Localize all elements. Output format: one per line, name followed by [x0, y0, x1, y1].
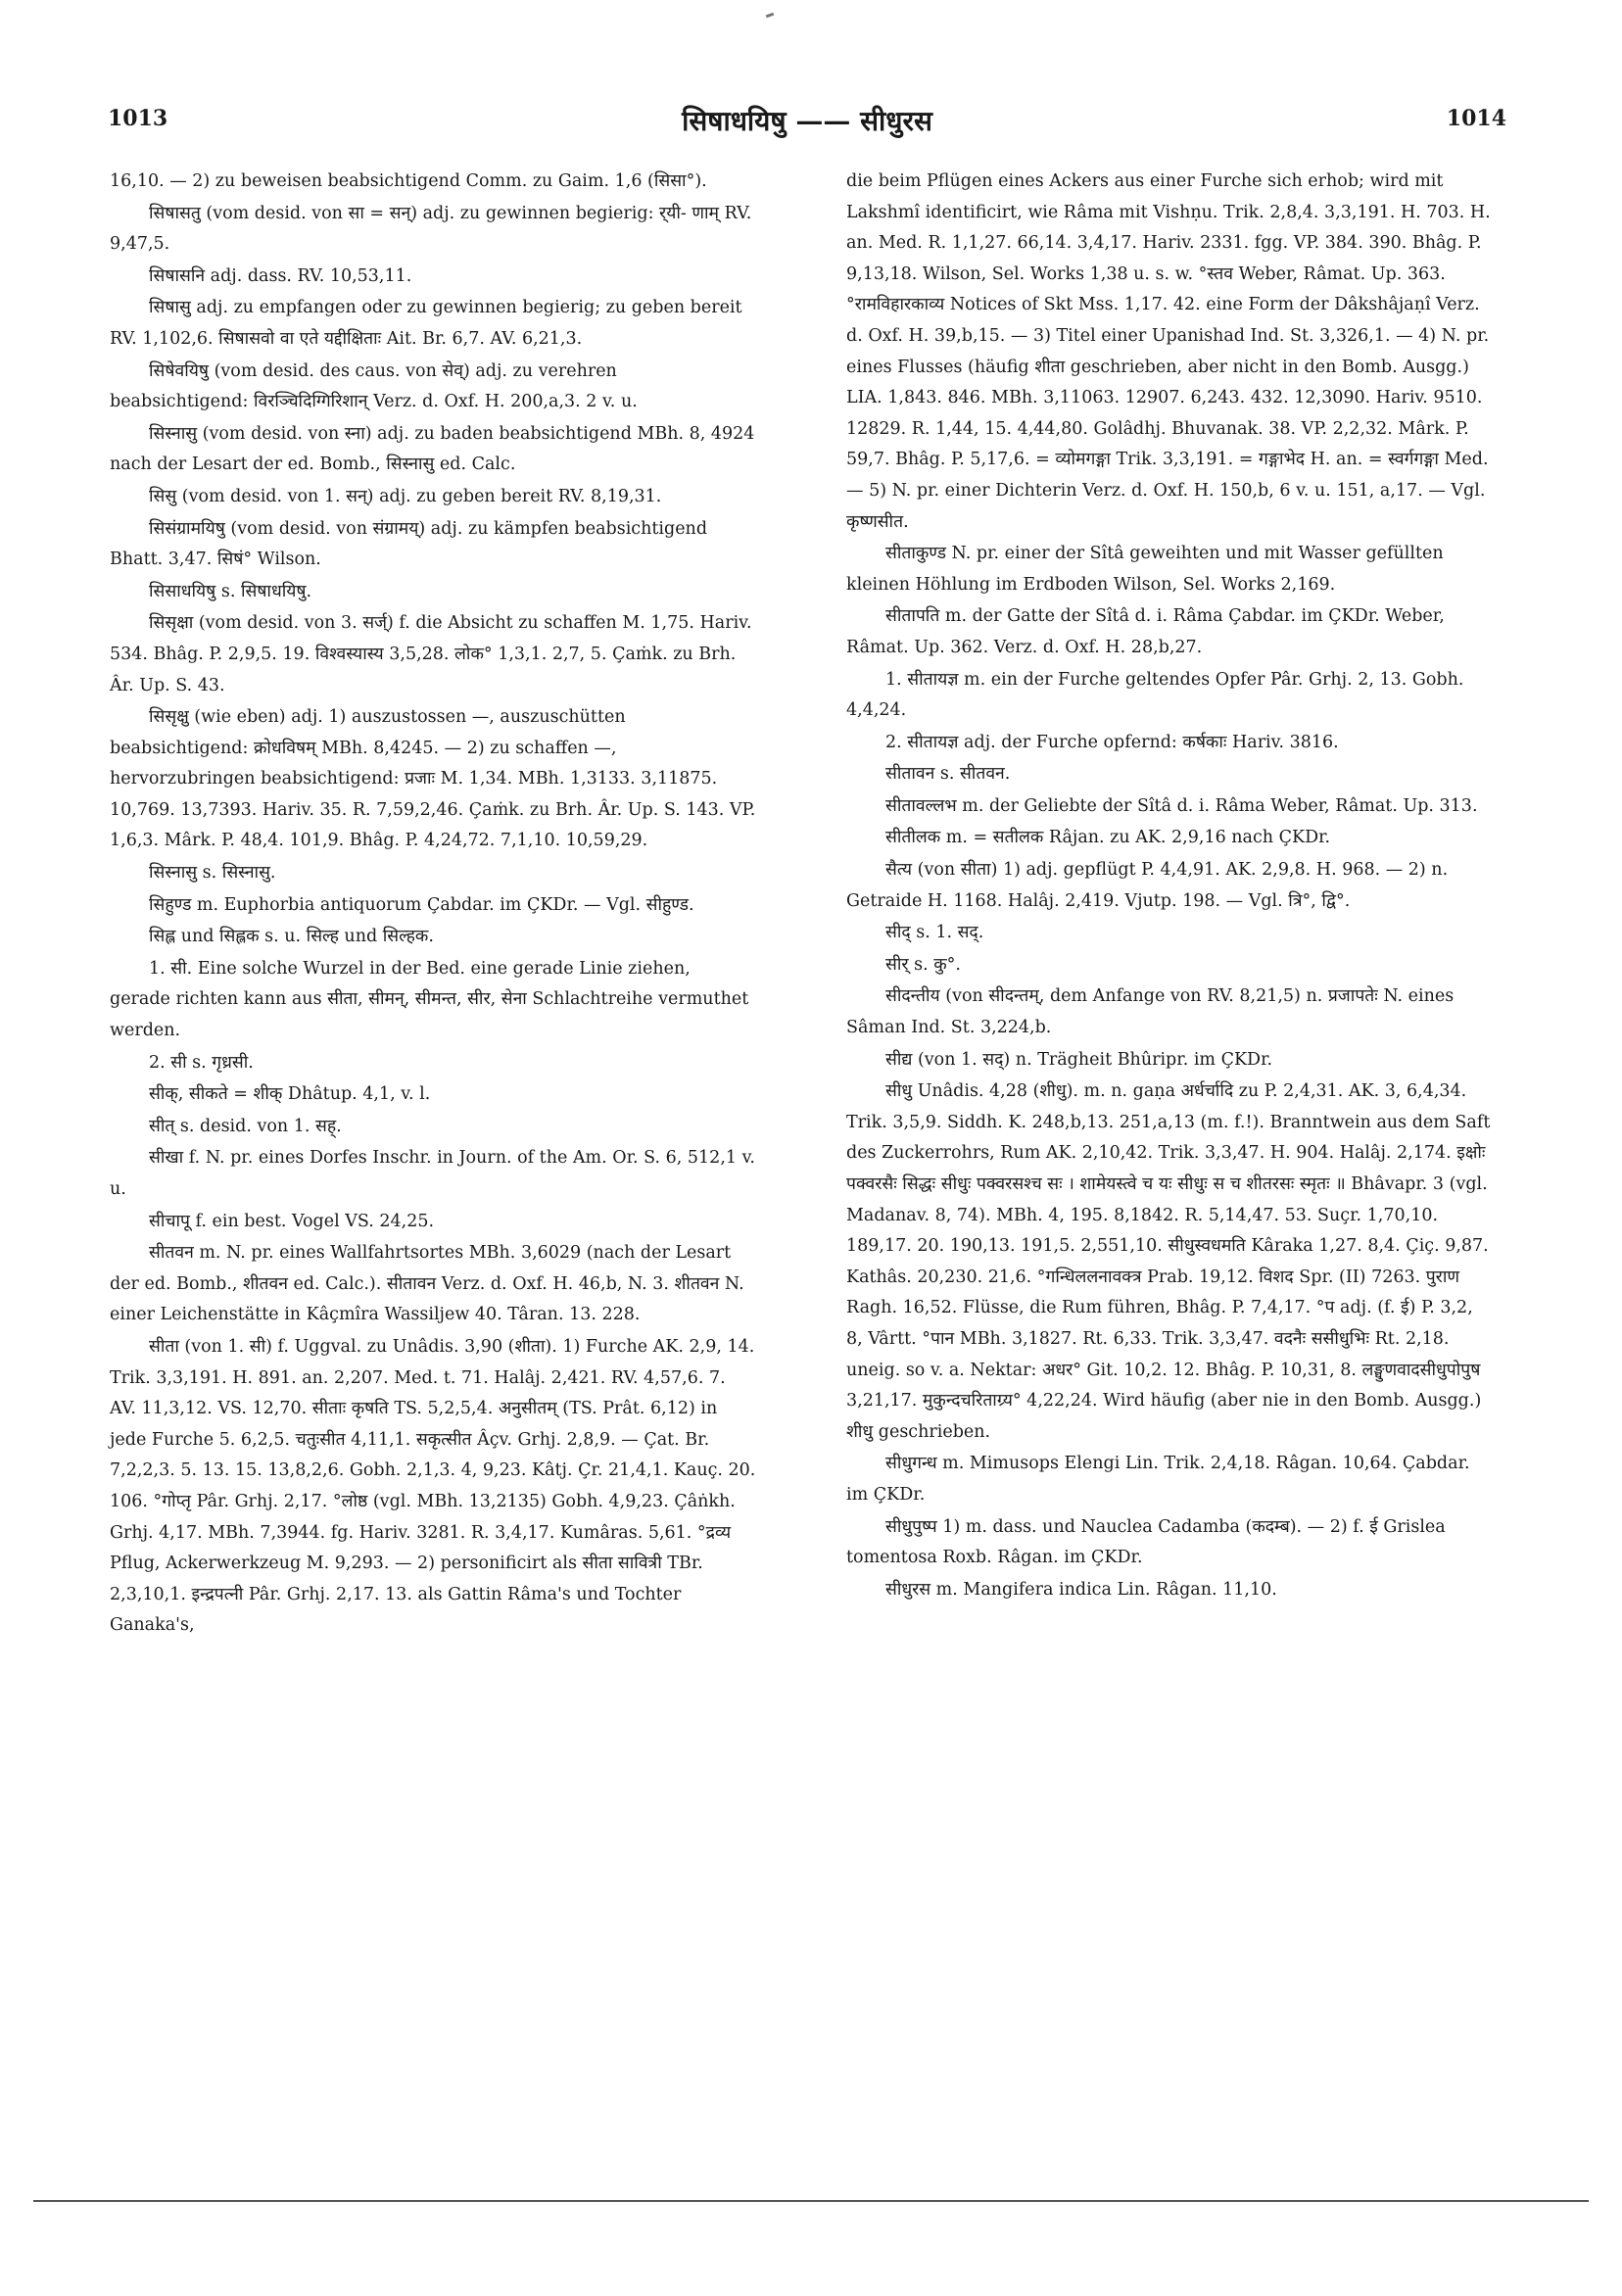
dictionary-entry: सिषासतु (vom desid. von सा = सन्) adj. zu gewinnen begierig: र्‌यी- णाम् RV. 9,47,5. [110, 203, 752, 255]
dictionary-entry: सिह्ल und सिह्लक s. u. सिल्ह und सिल्हक. [149, 927, 434, 947]
dictionary-entry: सीतीलक m. = सतीलक Râjan. zu AK. 2,9,16 nach ÇKDr. [885, 828, 1331, 848]
ink-smudge [766, 13, 775, 19]
dictionary-entry: सिषेवयिषु (vom desid. des caus. von सेव्) adj. zu verehren beabsichtigend: विरञ्चिदिग्गिरिशान् Verz. d. Oxf. H. 200,a,3. 2 v. u. [110, 360, 638, 412]
dictionary-entry: सिहुण्ड m. Euphorbia antiquorum Çabdar. im ÇKDr. — Vgl. सीहुण्ड. [149, 894, 694, 915]
running-title: सिषाधयिषु —— सीधुरस [682, 105, 932, 137]
dictionary-entry: सीता (von 1. सी) f. Uggval. zu Unâdis. 3,90 (शीता). 1) Furche AK. 2,9, 14. Trik. 3,3,191. H. 891. an. 2,207. Med. t. 71. Halâj. 2,421. RV. 4,57,6. 7. AV. 11,3,12. VS. 12,70. सीताः कृषति TS. 5,2,5,4. अनुसीतम् (TS. Prât. 6,12) in jede Furche 5. 6,2,5. चतुःसीत 4,11,1. सकृत्सीत Âçv. Grhj. 2,8,9. — Çat. Br. 7,2,2,3. 5. 13. 15. 13,8,2,6. Gobh. 2,1,3. 4, 9,23. Kâtj. Çr. 21,4,1. Kauç. 20. 106. °गोप्तृ Pâr. Grhj. 2,17. °लोष्ठ (vgl. MBh. 13,2135) Gobh. 4,9,23. Çâṅkh. Grhj. 4,17. MBh. 7,3944. fg. Hariv. 3281. R. 3,4,17. Kumâras. 5,61. °द्रव्य Pflug, Ackerwerkzeug M. 9,293. — 2) personificirt als सीता सावित्री TBr. 2,3,10,1. इन्द्रपत्नी Pâr. Grhj. 2,17. 13. als Gattin Râma's und Tochter Ganaka's, [110, 1336, 756, 1636]
left-column [110, 167, 756, 1643]
dictionary-entry: सीधुगन्ध m. Mimusops Elengi Lin. Trik. 2,4,18. Râgan. 10,64. Çabdar. im ÇKDr. [846, 1454, 1470, 1505]
dictionary-entry: सिस्नासु (vom desid. von स्ना) adj. zu baden beabsichtigend MBh. 8, 4924 nach der Lesart der ed. Bomb., सिस्नासु ed. Calc. [110, 423, 755, 475]
dictionary-entry: सिसंग्रामयिषु (vom desid. von संग्रामय्) adj. zu kämpfen beabsichtigend Bhatt. 3,47. सिषं° Wilson. [110, 518, 708, 570]
page-header [108, 102, 1506, 147]
dictionary-entry: सीताकुण्ड N. pr. einer der Sîtâ geweihten und mit Wasser gefüllten kleinen Höhlung im Erdboden Wilson, Sel. Works 2,169. [846, 544, 1444, 595]
dictionary-entry: सैत्य (von सीता) 1) adj. gepflügt P. 4,4,91. AK. 2,9,8. H. 968. — 2) n. Getraide H. 1168. Halâj. 2,419. Vjutp. 198. — Vgl. त्रि°, द्वि°. [846, 860, 1449, 911]
dictionary-entry: सीधुपुष्प 1) m. dass. und Nauclea Cadamba (कदम्ब). — 2) f. ई Grislea tomentosa Roxb. Râgan. im ÇKDr. [846, 1516, 1446, 1568]
dictionary-entry: सीतवन m. N. pr. eines Wallfahrtsortes MBh. 3,6029 (nach der Lesart der ed. Bomb., शीतवन ed. Calc.). सीतावन Verz. d. Oxf. H. 46,b, N. 3. शीतवन N. einer Leichenstätte in Kâçmîra Wassiljew 40. Târan. 13. 228. [110, 1243, 744, 1325]
dictionary-entry: सिसु (vom desid. von 1. सन्) adj. zu geben bereit RV. 8,19,31. [149, 486, 662, 506]
dictionary-entry: 1. सीतायज्ञ m. ein der Furche geltendes Opfer Pâr. Grhj. 2, 13. Gobh. 4,4,24. [846, 669, 1464, 721]
dictionary-entry: सीदन्तीय (von सीदन्तम्, dem Anfange von RV. 8,21,5) n. प्रजापतेः N. eines Sâman Ind. St. 3,224,b. [846, 986, 1455, 1038]
bottom-rule [33, 2200, 1589, 2202]
dictionary-entry: सीचापू f. ein best. Vogel VS. 24,25. [149, 1211, 435, 1231]
dictionary-entry: सिस्नासु s. सिस्नासु. [149, 863, 276, 884]
page-number-right: 1014 [1446, 106, 1506, 131]
dictionary-entry: सीर् s. कु°. [885, 954, 961, 975]
dictionary-entry: सीद् s. 1. सद्. [885, 923, 984, 943]
dictionary-entry: सिसृक्षा (vom desid. von 3. सर्ज्) f. die Absicht zu schaffen M. 1,75. Hariv. 534. Bhâg. P. 2,9,5. 19. विश्वस्यास्य 3,5,28. लोक° 1,3,1. 2,7, 5. Çaṁk. zu Brh. Âr. Up. S. 43. [110, 613, 752, 695]
page-number-left: 1013 [108, 106, 168, 131]
dictionary-entry: 2. सीतायज्ञ adj. der Furche opfernd: कर्षकाः Hariv. 3816. [885, 732, 1339, 752]
dictionary-entry: सीक्, सीकते = शीक् Dhâtup. 4,1, v. l. [149, 1084, 431, 1105]
dictionary-entry: सीद्य (von 1. सद्) n. Trägheit Bhûripr. im ÇKDr. [885, 1049, 1273, 1070]
dictionary-entry: सीखा f. N. pr. eines Dorfes Inschr. in Journ. of the Am. Or. S. 6, 512,1 v. u. [110, 1148, 755, 1199]
dictionary-entry: सीतावल्लभ m. der Geliebte der Sîtâ d. i. Râma Weber, Râmat. Up. 313. [885, 795, 1478, 816]
dictionary-entry: सीतावन s. सीतवन. [885, 764, 1011, 785]
dictionary-entry: सीधुरस m. Mangifera indica Lin. Râgan. 11,10. [885, 1579, 1277, 1600]
dictionary-entry: 16,10. — 2) zu beweisen beabsichtigend Comm. zu Gaim. 1,6 (सिसा°). [110, 171, 707, 191]
dictionary-entry: सीतापति m. der Gatte der Sîtâ d. i. Râma Çabdar. im ÇKDr. Weber, Râmat. Up. 362. Verz. d. Oxf. H. 28,b,27. [846, 606, 1445, 657]
dictionary-entry: सिसृक्षु (wie eben) adj. 1) auszustossen —, auszuschütten beabsichtigend: क्रोधविषम् MBh. 8,4245. — 2) zu schaffen —, hervorzubringen beabsichtigend: प्रजाः M. 1,34. MBh. 1,3133. 3,11875. 10,769. 13,7393. Hariv. 35. R. 7,59,2,46. Çaṁk. zu Brh. Âr. Up. S. 143. VP. 1,6,3. Mârk. P. 48,4. 101,9. Bhâg. P. 4,24,72. 7,1,10. 10,59,29. [110, 707, 756, 851]
dictionary-entry: सिसाधयिषु s. सिषाधयिषु. [149, 581, 312, 601]
dictionary-entry: die beim Pflügen eines Ackers aus einer Furche sich erhob; wird mit Lakshmî identificirt, wie Râma mit Vishṇu. Trik. 2,8,4. 3,3,191. H. 703. H. an. Med. R. 1,1,27. 66,14. 3,4,17. Hariv. 2331. fgg. VP. 384. 390. Bhâg. P. 9,13,18. Wilson, Sel. Works 1,38 u. s. w. °स्तव Weber, Râmat. Up. 363. °रामविहारकाव्य Notices of Skt Mss. 1,17. 42. eine Form der Dâkshâjaṇî Verz. d. Oxf. H. 39,b,15. — 3) Titel einer Upanishad Ind. St. 3,326,1. — 4) N. pr. eines Flusses (häufig शीता geschrieben, aber nicht in den Bomb. Ausgg.) LIA. 1,843. 846. MBh. 3,11063. 12907. 6,243. 432. 12,3090. Hariv. 9510. 12829. R. 1,44, 15. 4,44,80. Golâdhj. Bhuvanak. 38. VP. 2,2,32. Mârk. P. 59,7. Bhâg. P. 5,17,6. = व्योमगङ्गा Trik. 3,3,191. = गङ्गाभेद H. an. = स्वर्गगङ्गा Med. — 5) N. pr. einer Dichterin Verz. d. Oxf. H. 150,b, 6 v. u. 151, a,17. — Vgl. कृष्णसीत. [846, 171, 1491, 532]
dictionary-entry: सीत् s. desid. von 1. सह्. [149, 1116, 342, 1136]
dictionary-entry: 2. सी s. गृध्रसी. [149, 1052, 254, 1073]
right-column [846, 167, 1493, 1606]
dictionary-entry: सिषासनि adj. dass. RV. 10,53,11. [149, 265, 412, 286]
dictionary-entry: सिषासु adj. zu empfangen oder zu gewinnen begierig; zu geben bereit RV. 1,102,6. सिषासवो वा एते यद्दीक्षिताः Ait. Br. 6,7. AV. 6,21,3. [110, 298, 742, 349]
dictionary-entry: 1. सी. Eine solche Wurzel in der Bed. eine gerade Linie ziehen, gerade richten kann aus सीता, सीमन्, सीमन्त, सीर, सेना Schlachtreihe vermuthet werden. [110, 958, 749, 1041]
dictionary-entry: सीधु Unâdis. 4,28 (शीधु). m. n. gaṇa अर्धर्चादि zu P. 2,4,31. AK. 3, 6,4,34. Trik. 3,5,9. Siddh. K. 248,b,13. 251,a,13 (m. f.!). Branntwein aus dem Saft des Zuckerrohrs, Rum AK. 2,10,42. Trik. 3,3,47. H. 904. Halâj. 2,174. इक्षोः पक्वरसैः सिद्धः सीधुः पक्वरसश्च सः । शामेयस्त्वे च यः सीधुः स च शीतरसः स्मृतः ॥ Bhâvapr. 3 (vgl. Madanav. 8, 74). MBh. 4, 195. 8,1842. R. 5,14,47. 53. Suçr. 1,70,10. 189,17. 20. 190,13. 191,5. 2,551,10. सीधुस्वधमति Kâraka 1,27. 8,4. Çiç. 9,87. Kathâs. 20,230. 21,6. °गन्धिललनावक्त्र Prab. 19,12. विशद Spr. (II) 7263. पुराण Ragh. 16,52. Flüsse, die Rum führen, Bhâg. P. 7,4,17. °प adj. (f. ई) P. 3,2, 8, Vârtt. °पान MBh. 3,1827. Rt. 6,33. Trik. 3,3,47. वदनैः ससीधुभिः Rt. 2,18. uneig. so v. a. Nektar: अधर° Git. 10,2. 12. Bhâg. P. 10,31, 8. लङ्घुणवादसीधुपोपुष 3,21,17. मुकुन्दचरिताग्र्य° 4,22,24. Wird häufig (aber nie in den Bomb. Ausgg.) शीधु geschrieben. [846, 1081, 1491, 1442]
